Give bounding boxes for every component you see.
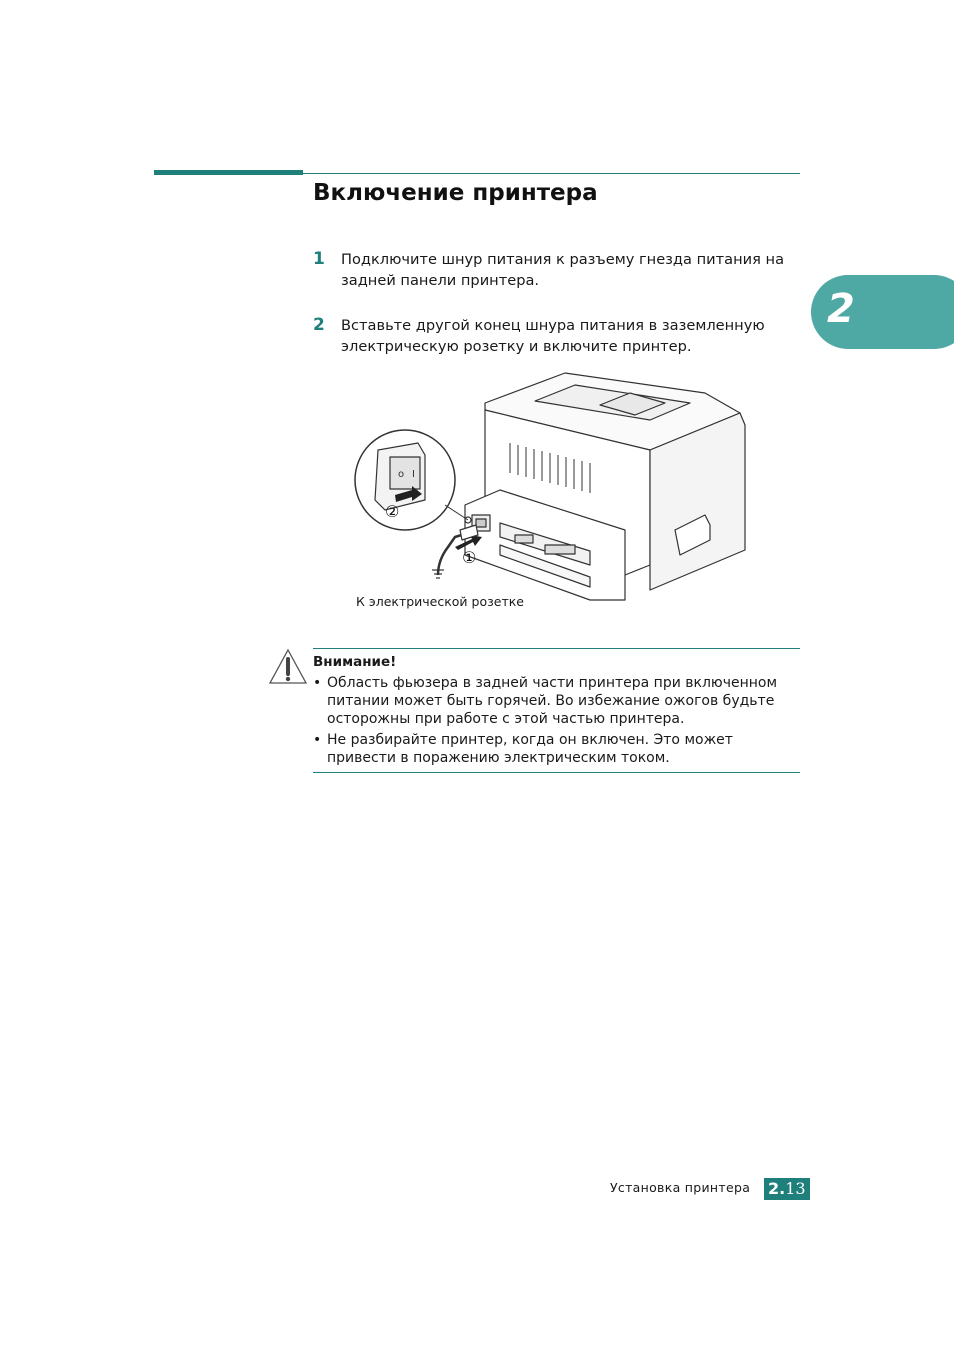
figure-caption: К электрической розетке xyxy=(356,594,524,609)
callout-1: ① xyxy=(462,548,477,567)
header-rule-thick xyxy=(154,170,303,175)
step-1 xyxy=(313,249,803,291)
page-prefix: 2. xyxy=(768,1179,786,1198)
step-2 xyxy=(313,315,803,357)
switch-off-label: o xyxy=(398,469,405,480)
step-text: Подключите шнур питания к разъему гнезда питания на задней панели принтера. xyxy=(341,251,785,289)
chapter-number: 2 xyxy=(827,286,855,332)
page-title: Включение принтера xyxy=(313,180,598,206)
header-rule-thin xyxy=(303,173,800,174)
callout-2: ② xyxy=(385,502,400,521)
page-number: 13 xyxy=(785,1179,806,1198)
printer-illustration xyxy=(350,365,750,610)
warning-rule-top xyxy=(313,648,800,649)
step-number: 2 xyxy=(313,315,325,335)
warning-item: • Область фьюзера в задней части принтера при включенном питании может быть горячей. Во избежание ожогов будьте осторожны при работе с этой частью принтера. xyxy=(313,674,803,728)
warning-triangle-icon xyxy=(268,647,308,687)
warning-title: Внимание! xyxy=(313,654,397,670)
footer-chapter-title: Установка принтера xyxy=(610,1180,751,1195)
switch-on-label: I xyxy=(412,469,415,480)
step-number: 1 xyxy=(313,249,325,269)
warning-rule-bottom xyxy=(313,772,800,773)
warning-list xyxy=(313,674,803,770)
page-number-badge xyxy=(764,1178,810,1200)
warning-item: • Не разбирайте принтер, когда он включен. Это может привести в поражению электрическим током. xyxy=(313,731,803,767)
chapter-tab xyxy=(811,275,954,349)
step-text: Вставьте другой конец шнура питания в заземленную электрическую розетку и включите принтер. xyxy=(341,317,765,355)
